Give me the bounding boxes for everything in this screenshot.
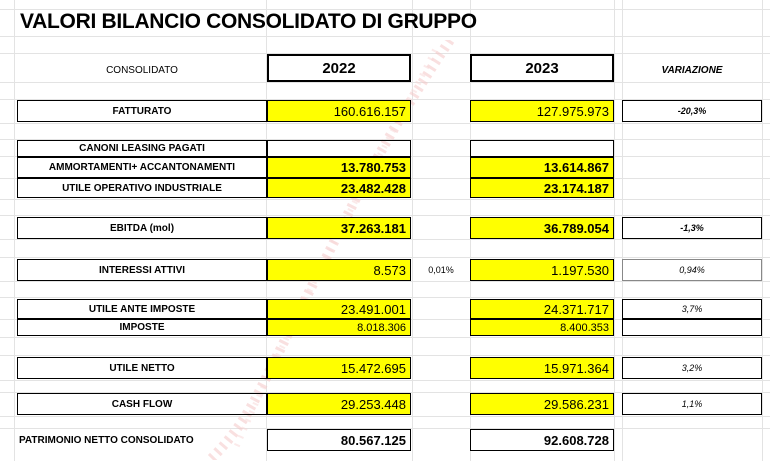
value-2023-cash-flow: 29.586.231 xyxy=(470,393,614,415)
value-2023-utile-netto: 15.971.364 xyxy=(470,357,614,379)
row-label-ebitda: EBITDA (mol) xyxy=(17,217,267,239)
value-2023-ebitda: 36.789.054 xyxy=(470,217,614,239)
value-2022-canoni-leasing xyxy=(267,140,411,157)
variation-imposte xyxy=(622,319,762,336)
value-2022-interessi-attivi: 8.573 xyxy=(267,259,411,281)
header-consolidato: CONSOLIDATO xyxy=(106,64,178,76)
value-2023-ammortamenti: 13.614.867 xyxy=(470,157,614,178)
value-2022-utile-netto: 15.472.695 xyxy=(267,357,411,379)
page-title: VALORI BILANCIO CONSOLIDATO DI GRUPPO xyxy=(20,10,477,33)
value-2023-canoni-leasing xyxy=(470,140,614,157)
row-label-cash-flow: CASH FLOW xyxy=(17,393,267,415)
row-label-patrimonio-netto: PATRIMONIO NETTO CONSOLIDATO xyxy=(19,434,194,446)
variation-utile-netto: 3,2% xyxy=(622,357,762,379)
value-2022-utile-operativo: 23.482.428 xyxy=(267,178,411,198)
value-2023-imposte: 8.400.353 xyxy=(470,319,614,336)
value-2023-patrimonio-netto: 92.608.728 xyxy=(470,429,614,451)
row-label-canoni-leasing: CANONI LEASING PAGATI xyxy=(17,140,267,157)
variation-utile-ante-imposte: 3,7% xyxy=(622,299,762,319)
value-2023-utile-operativo: 23.174.187 xyxy=(470,178,614,198)
row-label-fatturato: FATTURATO xyxy=(17,100,267,122)
header-year-2022: 2022 xyxy=(267,54,411,82)
row-label-utile-operativo: UTILE OPERATIVO INDUSTRIALE xyxy=(17,178,267,198)
value-2023-utile-ante-imposte: 24.371.717 xyxy=(470,299,614,319)
value-2022-ammortamenti: 13.780.753 xyxy=(267,157,411,178)
variation-cash-flow: 1,1% xyxy=(622,393,762,415)
row-label-utile-ante-imposte: UTILE ANTE IMPOSTE xyxy=(17,299,267,319)
value-2022-fatturato: 160.616.157 xyxy=(267,100,411,122)
header-variazione: VARIAZIONE xyxy=(661,64,723,76)
variation-ebitda: -1,3% xyxy=(622,217,762,239)
value-2022-utile-ante-imposte: 23.491.001 xyxy=(267,299,411,319)
row-label-imposte: IMPOSTE xyxy=(17,319,267,336)
variation-fatturato: -20,3% xyxy=(622,100,762,122)
value-2022-cash-flow: 29.253.448 xyxy=(267,393,411,415)
variation-interessi-attivi: 0,94% xyxy=(622,259,762,281)
percent-2022-interessi-attivi: 0,01% xyxy=(428,265,454,275)
value-2023-interessi-attivi: 1.197.530 xyxy=(470,259,614,281)
header-year-2023: 2023 xyxy=(470,54,614,82)
value-2022-imposte: 8.018.306 xyxy=(267,319,411,336)
row-label-ammortamenti: AMMORTAMENTI+ ACCANTONAMENTI xyxy=(17,157,267,178)
row-label-utile-netto: UTILE NETTO xyxy=(17,357,267,379)
value-2023-fatturato: 127.975.973 xyxy=(470,100,614,122)
value-2022-ebitda: 37.263.181 xyxy=(267,217,411,239)
row-label-interessi-attivi: INTERESSI ATTIVI xyxy=(17,259,267,281)
value-2022-patrimonio-netto: 80.567.125 xyxy=(267,429,411,451)
